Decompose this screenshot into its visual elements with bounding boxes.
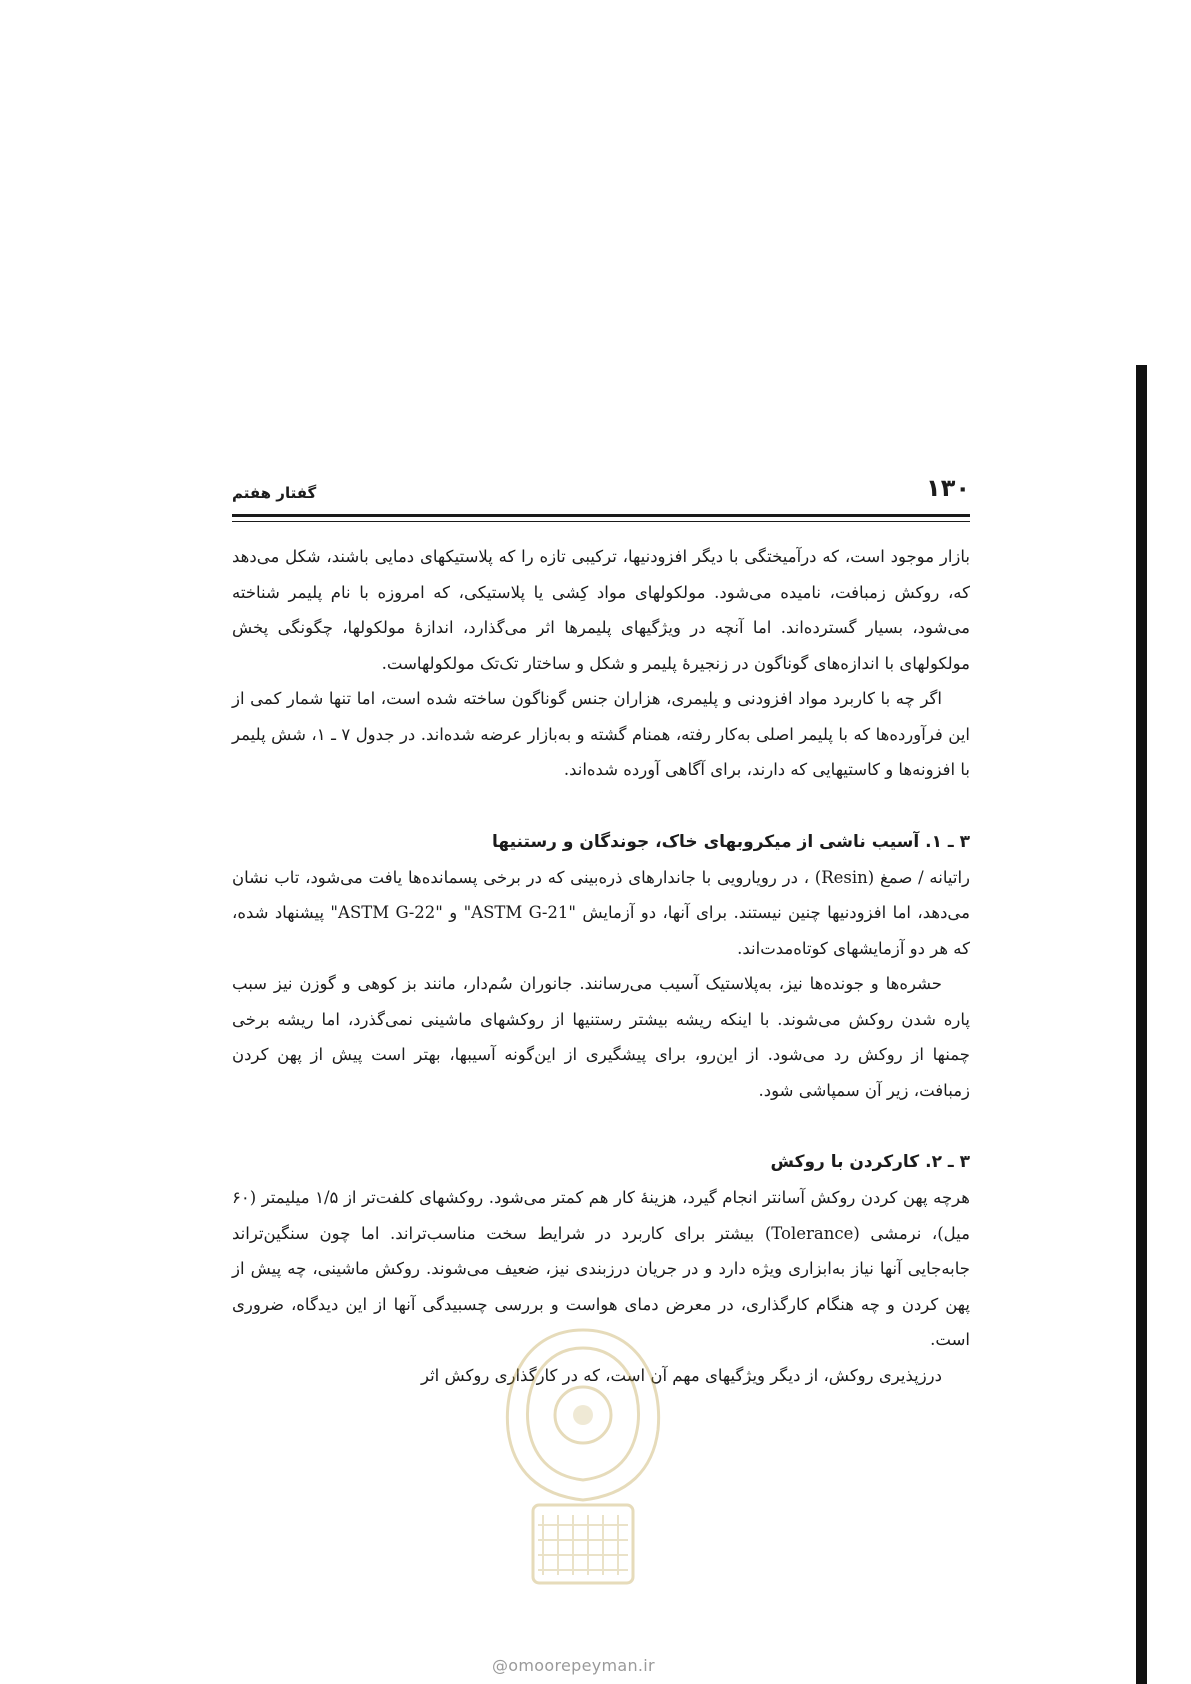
paragraph: هرچه پهن کردن روکش آسانتر انجام گیرد، هزینهٔ کار هم کمتر می‌شود. روکشهای کلفت‌تر از ۱/۵ میلیمتر (۶۰ میل)، نرمشی (Tolerance) بیشتر برای کاربرد در شرایط سخت مناسب‌تراند. اما چون سنگین‌تراند جابه‌جایی آنها نیاز به‌ابزاری ویژه دارد و در جریان درزبندی نیز، ضعیف می‌شوند. روکش ماشینی، چه پیش از پهن کردن و چه هنگام کارگذاری، در معرض دمای هواست و بررسی چسبیدگی آنها از این دیدگاه، ضروری است.: [232, 1188, 970, 1349]
book-page: [232, 470, 970, 1393]
paragraph: درزپذیری روکش، از دیگر ویژگیهای مهم آن است، که در کارگذاری روکش اثر: [420, 1365, 942, 1385]
watermark-seal-icon: [488, 1320, 678, 1590]
section-heading: ۳ ـ ۱. آسیب ناشی از میکروبهای خاک، جوندگان و رستنیها: [492, 831, 970, 852]
paragraph: راتیانه / صمغ (Resin) ، در رویارویی با جاندارهای ذره‌بینی که در برخی پسمانده‌ها یافت می‌شود، تاب نشان می‌دهد، اما افزودنیها چنین نیستند. برای آنها، دو آزمایش "ASTM G‑21" و "ASTM G‑22" پیشنهاد شده، که هر دو آزمایشهای کوتاه‌مدت‌اند.: [232, 867, 971, 958]
page-number: ۱۳۰: [926, 474, 970, 502]
running-header: [232, 470, 970, 517]
watermark-url: @omoorepeyman.ir: [492, 1656, 655, 1675]
chapter-title: گفتار هفتم: [232, 484, 317, 502]
body-text: [232, 539, 970, 1393]
paragraph: حشره‌ها و جونده‌ها نیز، به‌پلاستیک آسیب می‌رسانند. جانوران سُم‌دار، مانند بز کوهی و گوزن نیز سبب پاره شدن روکش می‌شوند. با اینکه ریشه بیشتر رستنیها از روکشهای ماشینی نمی‌گذرد، اما ریشه برخی چمنها از روکش رد می‌شود. از این‌رو، برای پیشگیری از این‌گونه آسیبها، بهتر است پیش از پهن کردن زمبافت، زیر آن سمپاشی شود.: [232, 974, 970, 1100]
paragraph: اگر چه با کاربرد مواد افزودنی و پلیمری، هزاران جنس گوناگون ساخته شده است، اما تنها شمار کمی از این فرآورده‌ها که با پلیمر اصلی به‌کار رفته، همنام گشته و به‌بازار عرضه شده‌اند. در جدول ۷ ـ ۱، شش پلیمر با افزونه‌ها و کاستیهایی که دارند، برای آگاهی آورده شده‌اند.: [232, 689, 971, 779]
paragraph: بازار موجود است، که درآمیختگی با دیگر افزودنیها، ترکیبی تازه را که پلاستیکهای دمایی باشند، شکل می‌دهد که، روکش زمبافت، نامیده می‌شود. مولکولهای مواد کِشی یا پلاستیکی، که امروزه با نام پلیمر شناخته می‌شود، بسیار گسترده‌اند. اما آنچه در ویژگیهای پلیمرها اثر می‌گذارد، اندازهٔ مولکولها، چگونگی پخش مولکولهای با اندازه‌های گوناگون در زنجیرهٔ پلیمر و شکل و ساختار تک‌تک مولکولهاست.: [232, 547, 970, 673]
page-edge-bar: [1136, 365, 1147, 1684]
section-heading: ۳ ـ ۲. کارکردن با روکش: [770, 1152, 970, 1172]
